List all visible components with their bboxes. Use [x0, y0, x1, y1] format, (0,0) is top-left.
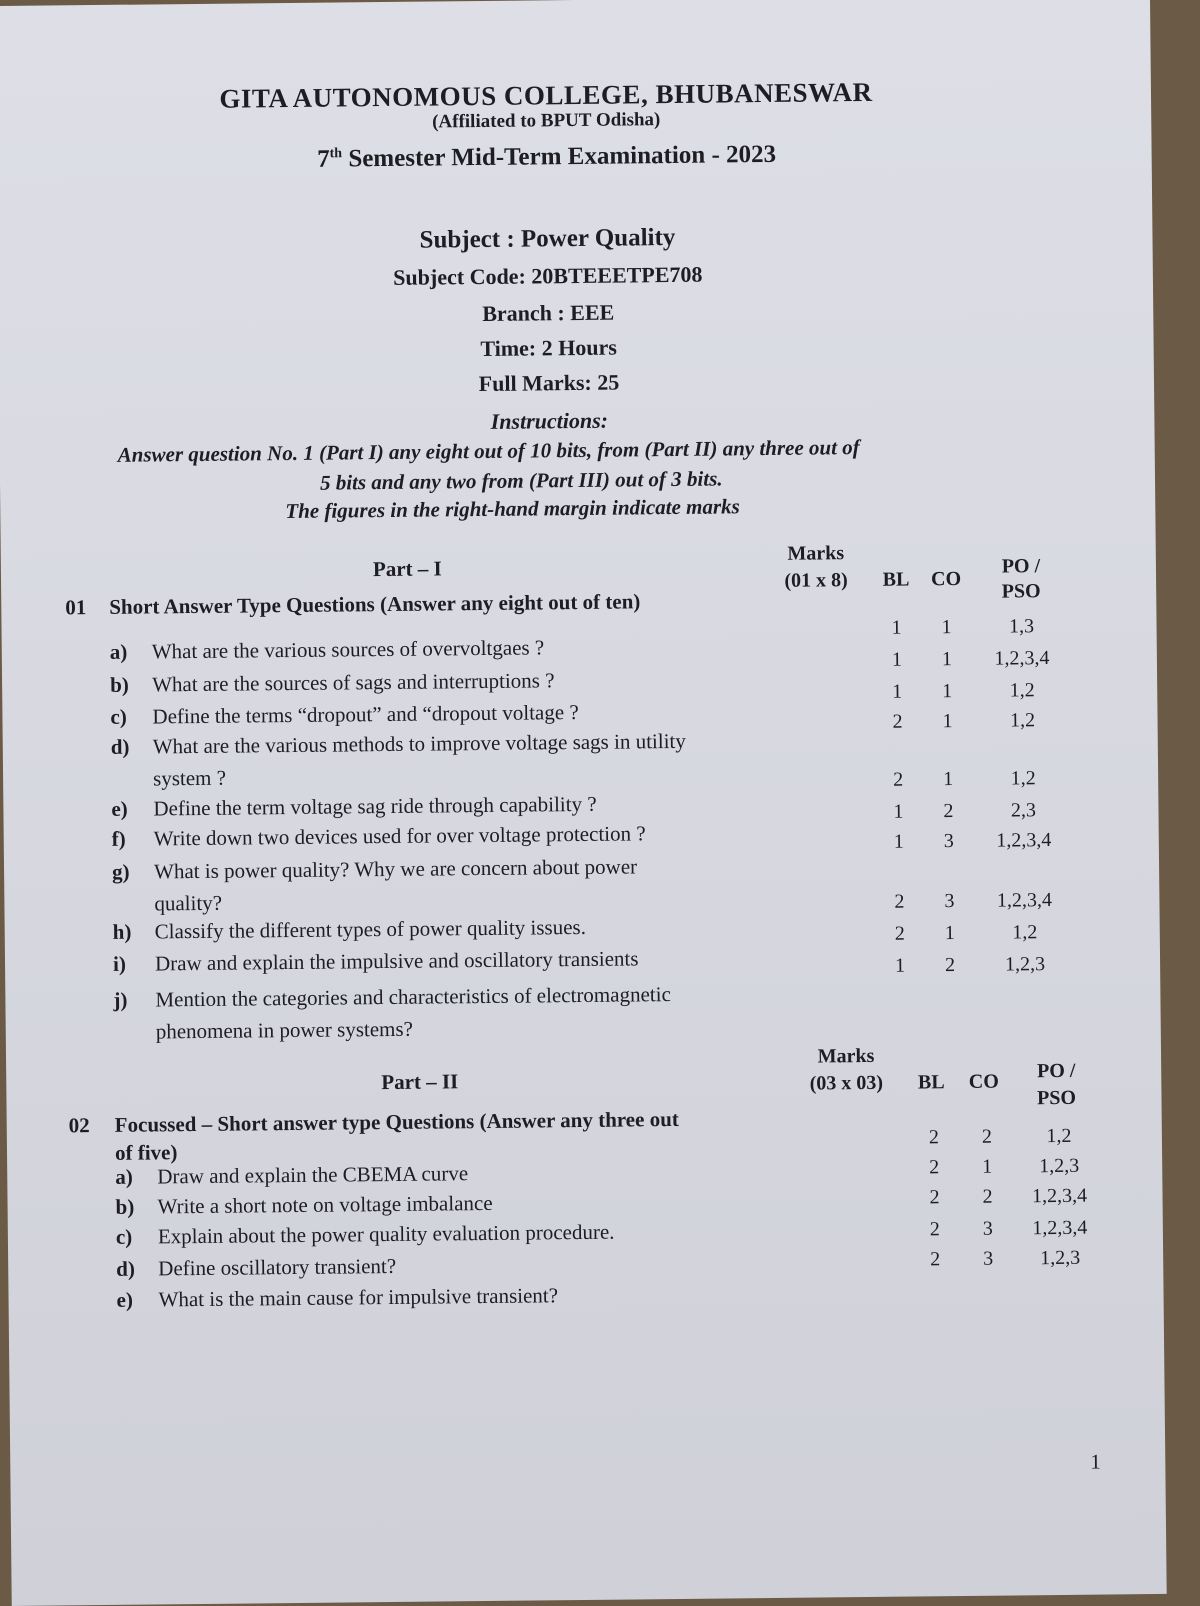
question-bl-value: 2: [883, 769, 913, 792]
question-po-value: 1,2,3: [1020, 1247, 1100, 1271]
question-co-value: 2: [935, 954, 965, 977]
page-number: 1: [1090, 1450, 1101, 1475]
part-2-col-po: PO /: [1026, 1060, 1086, 1084]
question-label: b): [110, 673, 146, 698]
question-text: Mention the categories and characteristics of electromagnetic: [155, 982, 671, 1012]
question-po-value: 1,2,3: [1019, 1155, 1099, 1179]
question-bl-value: 2: [885, 922, 915, 945]
part-2-question: Focussed – Short answer type Questions (Answer any three out: [115, 1107, 679, 1138]
exam-title: [0, 138, 1097, 178]
question-text: Define oscillatory transient?: [158, 1254, 396, 1281]
semester-number: 7: [317, 146, 330, 173]
question-text: Write down two devices used for over voltage protection ?: [154, 821, 646, 851]
branch: Branch : EEE: [0, 295, 1098, 333]
question-bl-value: 1: [882, 649, 912, 672]
question-bl-value: 2: [920, 1248, 950, 1271]
part-1-col-po: PO /: [991, 555, 1051, 579]
question-co-value: 3: [973, 1218, 1003, 1241]
question-po-value: 1,2,3,4: [982, 647, 1062, 671]
part-2-col-pso: PSO: [1026, 1087, 1086, 1111]
question-po-value: 1,2,3: [985, 953, 1065, 977]
question-co-value: 1: [932, 648, 962, 671]
question-co-value: 1: [972, 1156, 1002, 1179]
full-marks: Full Marks: 25: [0, 365, 1099, 403]
part-1-col-bl: BL: [876, 568, 916, 591]
question-text: What are the various sources of overvoltgaes ?: [152, 635, 545, 664]
part-1-marks-value: (01 x 8): [771, 569, 861, 593]
part-2-marks-value: (03 x 03): [796, 1072, 896, 1096]
question-bl-value: 2: [919, 1126, 949, 1149]
question-co-value: 1: [932, 680, 962, 703]
instructions-line-2: 5 bits and any two from (Part III) out of 3 bits.: [320, 466, 723, 495]
question-text: Define the term voltage sag ride through capability ?: [153, 792, 596, 822]
question-text-continued: system ?: [153, 766, 226, 797]
instructions-line-1: Answer question No. 1 (Part I) any eight out of 10 bits, from (Part II) any three out of: [118, 435, 860, 468]
part-1-qno: 01: [65, 595, 86, 620]
question-text: Draw and explain the CBEMA curve: [157, 1161, 468, 1189]
question-bl-value: 2: [920, 1218, 950, 1241]
question-label: g): [112, 860, 148, 885]
question-co-value: 1: [932, 710, 962, 733]
question-co-value: 2: [972, 1126, 1002, 1149]
question-text: What is the main cause for impulsive transient?: [158, 1283, 558, 1312]
part-1-question: Short Answer Type Questions (Answer any eight out of ten): [109, 589, 640, 620]
part-2-title: Part – II: [381, 1069, 458, 1095]
question-co-value: 1: [933, 768, 963, 791]
question-bl-value: 1: [882, 681, 912, 704]
question-bl-value: 1: [884, 830, 914, 853]
question-bl-value: 1: [883, 801, 913, 824]
question-text: What is power quality? Why we are concern about power: [154, 854, 637, 884]
instructions-heading: Instructions:: [0, 403, 1099, 441]
question-co-value: 3: [934, 890, 964, 913]
question-label: d): [111, 735, 147, 760]
question-po-value: 1,3: [981, 615, 1061, 639]
question-label: b): [115, 1195, 151, 1220]
affiliation: (Affiliated to BPUT Odisha): [0, 105, 1096, 139]
part-1-col-co: CO: [926, 568, 966, 591]
subject: Subject : Power Quality: [0, 220, 1098, 260]
subject-code: Subject Code: 20BTEEETPE708: [0, 258, 1098, 296]
time: Time: 2 Hours: [0, 330, 1099, 368]
instructions-line-3: The figures in the right-hand margin indicate marks: [285, 494, 740, 524]
question-label: h): [113, 920, 149, 945]
question-label: c): [110, 705, 146, 730]
question-co-value: 1: [935, 922, 965, 945]
question-bl-value: 1: [885, 954, 915, 977]
question-text: Classify the different types of power quality issues.: [155, 915, 586, 945]
part-2-question-cont: of five): [115, 1140, 178, 1166]
question-label: a): [110, 640, 146, 665]
question-po-value: 1,2: [983, 767, 1063, 791]
question-po-value: 1,2: [1019, 1125, 1099, 1149]
question-label: a): [115, 1165, 151, 1190]
question-bl-value: 2: [919, 1186, 949, 1209]
question-bl-value: 2: [882, 711, 912, 734]
question-po-value: 1,2: [982, 709, 1062, 733]
question-co-value: 2: [933, 800, 963, 823]
question-po-value: 1,2,3,4: [1019, 1185, 1099, 1209]
question-label: d): [116, 1256, 152, 1281]
question-text: Explain about the power quality evaluation procedure.: [158, 1220, 615, 1250]
question-bl-value: 1: [881, 617, 911, 640]
question-text: What are the various methods to improve voltage sags in utility: [153, 729, 686, 760]
question-bl-value: 2: [884, 890, 914, 913]
question-po-value: 1,2,3,4: [984, 889, 1064, 913]
question-text: Define the terms “dropout” and “dropout voltage ?: [152, 700, 579, 729]
question-po-value: 2,3: [983, 799, 1063, 823]
question-label: f): [112, 827, 148, 852]
college-name: GITA AUTONOMOUS COLLEGE, BHUBANESWAR: [0, 75, 1096, 118]
part-2-qno: 02: [69, 1113, 90, 1138]
question-co-value: 2: [972, 1186, 1002, 1209]
part-1-title: Part – I: [373, 556, 442, 582]
question-text: Write a short note on voltage imbalance: [157, 1191, 492, 1220]
part-1-col-pso-text: PSO: [991, 580, 1051, 604]
question-po-value: 1,2,3,4: [984, 829, 1064, 853]
semester-superscript: th: [330, 146, 343, 161]
question-text-continued: quality?: [154, 891, 222, 922]
question-po-value: 1,2,3,4: [1020, 1217, 1100, 1241]
question-text: What are the sources of sags and interruptions ?: [152, 668, 555, 697]
question-po-value: 1,2: [985, 921, 1065, 945]
question-label: j): [113, 988, 149, 1013]
part-2-col-co: CO: [961, 1071, 1006, 1094]
question-label: e): [116, 1287, 152, 1312]
question-label: e): [111, 797, 147, 822]
part-1-marks-label: Marks: [776, 542, 856, 566]
question-co-value: 1: [931, 616, 961, 639]
question-bl-value: 2: [919, 1156, 949, 1179]
question-co-value: 3: [973, 1248, 1003, 1271]
part-2-marks-label: Marks: [806, 1045, 886, 1069]
question-label: c): [116, 1224, 152, 1249]
part-2-col-bl: BL: [911, 1071, 951, 1094]
question-co-value: 3: [934, 830, 964, 853]
question-po-value: 1,2: [982, 679, 1062, 703]
question-text: Draw and explain the impulsive and oscillatory transients: [155, 946, 639, 976]
exam-name: Semester Mid-Term Examination - 2023: [342, 141, 776, 173]
question-label: i): [113, 952, 149, 977]
question-text-continued: phenomena in power systems?: [156, 1017, 414, 1050]
